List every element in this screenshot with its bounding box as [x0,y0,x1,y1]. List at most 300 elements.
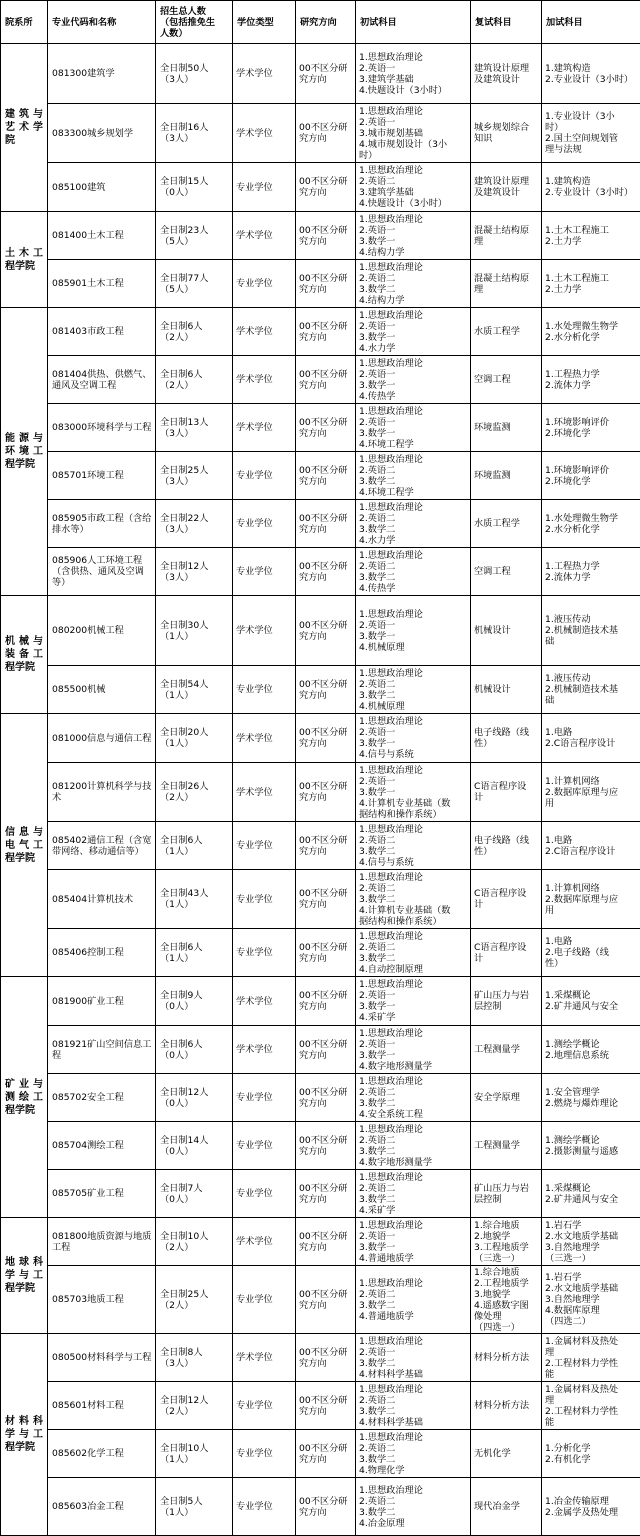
cell-line: 4.材料科学基础 [359,1417,467,1428]
enrollment-count [156,1074,233,1122]
initial-exam-subjects [356,763,471,822]
retest-subjects [471,104,542,163]
cell-line: 2.矿井通风与安全 [545,1194,637,1205]
table-row [1,929,640,977]
enrollment-count [156,666,233,714]
cell-line: 2.英语二 [359,835,467,846]
cell-line: 2.工程材料力学性 [545,1358,637,1369]
enrollment-count [156,548,233,596]
cell-line: 1.水处理微生物学 [545,321,637,332]
cell-line: 00不区分研 [299,1289,352,1300]
table-row [1,356,640,404]
table-row [1,452,640,500]
cell-line: 4.材料科学基础 [359,1369,467,1380]
cell-line: 计 [474,953,538,964]
cell-line: C语言程序设 [474,942,538,953]
cell-line: 3.数学一 [359,428,467,439]
header-additional: 加试科目 [542,1,640,44]
cell-line: 环境监测 [474,422,538,433]
initial-exam-subjects [356,404,471,452]
degree-type: 学术学位 [233,356,296,404]
retest-subjects [471,596,542,666]
cell-line: 城乡规划综合 [474,122,538,133]
cell-line: 4.水力学 [359,343,467,354]
cell-line: 00不区分研 [299,1231,352,1242]
major-cell: 085602化学工程 [48,1430,156,1478]
cell-line: 空调工程 [474,566,538,577]
degree-type: 专业学位 [233,1074,296,1122]
cell-line: 用 [545,905,637,916]
cell-line: 1.金属材料及热处 [545,1336,637,1347]
major-cell: 085703地质工程 [48,1266,156,1334]
research-direction [296,548,356,596]
table-row [1,1266,640,1334]
cell-line: 4.结构力学 [359,247,467,258]
cell-line: （0人） [160,187,229,198]
major-cell: 085906人工环境工程（含供热、通风及空调等） [48,548,156,596]
cell-line: 1.专业设计（3小 [545,111,637,122]
cell-line: 环境监测 [474,470,538,481]
research-direction [296,929,356,977]
enrollment-count [156,356,233,404]
additional-subjects [542,929,640,977]
cell-line: 3.建筑学基础 [359,74,467,85]
cell-line: （5人） [160,236,229,247]
cell-line: （1人） [160,631,229,642]
cell-line: 00不区分研 [299,465,352,476]
additional-subjects [542,1170,640,1218]
retest-subjects [471,1478,542,1536]
cell-line: 据结构和操作系统） [359,809,467,820]
research-direction [296,1170,356,1218]
cell-line: （2人） [160,1242,229,1253]
cell-line: 2.英语二 [359,465,467,476]
college-name: 机械与装备工程学院 [1,596,48,714]
cell-line: 00不区分研 [299,561,352,572]
cell-line: （0人） [160,1194,229,1205]
cell-line: 1.思想政治理论 [359,550,467,561]
enrollment-count [156,500,233,548]
cell-line: 究方向 [299,1454,352,1465]
initial-exam-subjects [356,356,471,404]
major-cell: 081400土木工程 [48,212,156,260]
cell-line: 1.思想政治理论 [359,214,467,225]
cell-line: 计 [474,899,538,910]
cell-line: 3.数学一 [359,1001,467,1012]
research-direction [296,1074,356,1122]
retest-subjects [471,929,542,977]
cell-line: 3.数学一 [359,236,467,247]
cell-line: 00不区分研 [299,942,352,953]
cell-line: 2.英语二 [359,1289,467,1300]
cell-line: 2.土力学 [545,284,637,295]
cell-line: 2.英语二 [359,942,467,953]
cell-line: 1.思想政治理论 [359,824,467,835]
cell-line: 3.数学二 [359,846,467,857]
additional-subjects [542,452,640,500]
table-row [1,1122,640,1170]
research-direction [296,356,356,404]
cell-line: 混凝土结构原 [474,273,538,284]
cell-line: 理 [474,284,538,295]
cell-line: （1人） [160,1454,229,1465]
cell-line: 4.计算机专业基础（数 [359,798,467,809]
enrollment-count [156,1334,233,1382]
cell-line: 究方向 [299,284,352,295]
header-major: 专业代码和名称 [48,1,156,44]
cell-line: 1.液压传动 [545,673,637,684]
cell-line: 2.英语二 [359,1087,467,1098]
degree-type: 学术学位 [233,977,296,1026]
cell-line: （2人） [160,1300,229,1311]
initial-exam-subjects [356,260,471,308]
cell-line: 2.流体力学 [545,380,637,391]
major-cell: 085500机械 [48,666,156,714]
cell-line: （3人） [160,428,229,439]
cell-line: 理 [474,236,538,247]
additional-subjects [542,404,640,452]
cell-line: 全日制7人 [160,1183,229,1194]
additional-subjects [542,822,640,870]
cell-line: （0人） [160,1001,229,1012]
degree-type: 专业学位 [233,1478,296,1536]
cell-line: 3.数学二 [359,1146,467,1157]
retest-subjects [471,714,542,763]
major-cell: 085404计算机技术 [48,870,156,929]
cell-line: 2.英语二 [359,561,467,572]
degree-type: 学术学位 [233,212,296,260]
cell-line: 2.地貌学 [474,1231,538,1242]
cell-line: 1.思想政治理论 [359,931,467,942]
cell-line: 1.建筑构造 [545,176,637,187]
degree-type: 专业学位 [233,1170,296,1218]
initial-exam-subjects [356,104,471,163]
cell-line: 4.普通地质学 [359,1253,467,1264]
enrollment-count [156,1266,233,1334]
initial-exam-subjects [356,1122,471,1170]
table-row [1,1334,640,1382]
cell-line: 2.英语一 [359,1039,467,1050]
cell-line: 3.数学一 [359,738,467,749]
cell-line: 2.地理信息系统 [545,1050,637,1061]
cell-line: 机械设计 [474,684,538,695]
initial-exam-subjects [356,1218,471,1266]
table-row [1,1218,640,1266]
cell-line: 究方向 [299,1358,352,1369]
cell-line: 00不区分研 [299,176,352,187]
cell-line: 3.数学二 [359,1406,467,1417]
cell-line: 空调工程 [474,374,538,385]
additional-subjects [542,104,640,163]
cell-line: （3人） [160,572,229,583]
cell-line: 1.思想政治理论 [359,1432,467,1443]
major-cell: 083300城乡规划学 [48,104,156,163]
degree-type: 专业学位 [233,822,296,870]
major-cell: 085603冶金工程 [48,1478,156,1536]
header-count: 招生总人数 （包括推免生 人数） [156,1,233,44]
major-cell: 085100建筑 [48,163,156,212]
cell-line: 1.思想政治理论 [359,1124,467,1135]
initial-exam-subjects [356,500,471,548]
major-cell: 081900矿业工程 [48,977,156,1026]
cell-line: 4.传热学 [359,391,467,402]
additional-subjects [542,1122,640,1170]
cell-line: 混凝土结构原 [474,225,538,236]
cell-line: 3.数学一 [359,380,467,391]
additional-subjects [542,44,640,104]
cell-line: 4.结构力学 [359,295,467,306]
cell-line: 究方向 [299,1001,352,1012]
cell-line: 全日制54人 [160,679,229,690]
table-row [1,1026,640,1074]
cell-line: 1.电路 [545,727,637,738]
cell-line: 00不区分研 [299,990,352,1001]
cell-line: 2.摄影测量与遥感 [545,1146,637,1157]
retest-subjects [471,452,542,500]
cell-line: 2.英语二 [359,883,467,894]
enrollment-count [156,822,233,870]
retest-subjects [471,1334,542,1382]
cell-line: 无机化学 [474,1448,538,1459]
header-retest: 复试科目 [471,1,542,44]
degree-type: 专业学位 [233,666,296,714]
research-direction [296,596,356,666]
degree-type: 学术学位 [233,1218,296,1266]
cell-line: 2.英语一 [359,117,467,128]
cell-line: 2.机械制造技术基 [545,684,637,695]
cell-line: 安全学原理 [474,1092,538,1103]
cell-line: 3.数学一 [359,787,467,798]
cell-line: 4.城市规划设计（3小 [359,139,467,150]
cell-line: （3人） [160,1358,229,1369]
research-direction [296,714,356,763]
retest-subjects [471,163,542,212]
enrollment-count [156,1478,233,1536]
cell-line: 建筑设计原理 [474,176,538,187]
degree-type: 学术学位 [233,1334,296,1382]
cell-line: 全日制5人 [160,1496,229,1507]
cell-line: 1.思想政治理论 [359,406,467,417]
initial-exam-subjects [356,822,471,870]
cell-line: 4.机械原理 [359,642,467,653]
cell-line: 2.工程地质学 [474,1278,538,1289]
degree-type: 专业学位 [233,548,296,596]
initial-exam-subjects [356,1266,471,1334]
cell-line: 2.英语二 [359,1395,467,1406]
cell-line: 像处理 [474,1311,538,1322]
cell-line: 4.数据库原理 [545,1305,637,1316]
retest-subjects [471,763,542,822]
cell-line: 00不区分研 [299,620,352,631]
cell-line: 理与法规 [545,144,637,155]
cell-line: 1.思想政治理论 [359,1028,467,1039]
enrollment-count [156,308,233,356]
cell-line: 究方向 [299,1050,352,1061]
retest-subjects [471,356,542,404]
cell-line: 2.英语二 [359,1443,467,1454]
cell-line: （1人） [160,846,229,857]
cell-line: 2.数据库原理与应 [545,894,637,905]
cell-line: 能 [545,1417,637,1428]
cell-line: 1.测绘学概论 [545,1039,637,1050]
cell-line: 3.数学二 [359,894,467,905]
cell-line: 究方向 [299,1242,352,1253]
cell-line: 1.思想政治理论 [359,668,467,679]
cell-line: 1.思想政治理论 [359,1076,467,1087]
cell-line: 2.矿井通风与安全 [545,1001,637,1012]
cell-line: （3人） [160,476,229,487]
cell-line: 2.水文地质学基础 [545,1283,637,1294]
initial-exam-subjects [356,1334,471,1382]
cell-line: 性） [474,738,538,749]
initial-exam-subjects [356,1170,471,1218]
cell-line: 4.普通地质学 [359,1311,467,1322]
cell-line: 全日制9人 [160,990,229,1001]
cell-line: 2.水分析化学 [545,332,637,343]
cell-line: 3.数学一 [359,1242,467,1253]
cell-line: 全日制12人 [160,561,229,572]
cell-line: 3.自然地理学 [545,1294,637,1305]
initial-exam-subjects [356,666,471,714]
college-name: 信息与电气工程学院 [1,714,48,977]
cell-line: 1.思想政治理论 [359,502,467,513]
cell-line: 2.数据库原理与应 [545,787,637,798]
cell-line: 4.机械原理 [359,701,467,712]
cell-line: 1.思想政治理论 [359,1384,467,1395]
cell-line: 4.计算机专业基础（数 [359,905,467,916]
initial-exam-subjects [356,1478,471,1536]
cell-line: 2.电子线路（线 [545,947,637,958]
additional-subjects [542,548,640,596]
cell-line: 2.英语二 [359,679,467,690]
cell-line: 究方向 [299,74,352,85]
enrollment-count [156,1218,233,1266]
cell-line: 00不区分研 [299,369,352,380]
cell-line: 2.机械制造技术基 [545,625,637,636]
research-direction [296,1122,356,1170]
cell-line: 1.电路 [545,936,637,947]
degree-type: 学术学位 [233,763,296,822]
cell-line: 2.英语一 [359,776,467,787]
table-row [1,822,640,870]
table-row [1,1430,640,1478]
initial-exam-subjects [356,1430,471,1478]
cell-line: 1.思想政治理论 [359,872,467,883]
initial-exam-subjects [356,870,471,929]
cell-line: 00不区分研 [299,513,352,524]
additional-subjects [542,212,640,260]
cell-line: 全日制6人 [160,321,229,332]
cell-line: 1.思想政治理论 [359,1485,467,1496]
initial-exam-subjects [356,163,471,212]
college-name: 地球科学与工程学院 [1,1218,48,1334]
cell-line: 材料分析方法 [474,1400,538,1411]
degree-type: 学术学位 [233,1026,296,1074]
research-direction [296,870,356,929]
cell-line: 00不区分研 [299,727,352,738]
cell-line: 2.英语二 [359,273,467,284]
cell-line: 1.思想政治理论 [359,262,467,273]
cell-line: 1.思想政治理论 [359,765,467,776]
major-cell: 081404供热、供燃气、通风及空调工程 [48,356,156,404]
cell-line: 1.金属材料及热处 [545,1384,637,1395]
table-row [1,596,640,666]
table-row [1,163,640,212]
cell-line: 1.液压传动 [545,614,637,625]
cell-line: 1.计算机网络 [545,883,637,894]
initial-exam-subjects [356,1026,471,1074]
cell-line: 究方向 [299,846,352,857]
cell-line: （0人） [160,1098,229,1109]
degree-type: 学术学位 [233,104,296,163]
cell-line: 1.综合地质 [474,1267,538,1278]
cell-line: 性） [474,846,538,857]
cell-line: 3.建筑学基础 [359,187,467,198]
cell-line: 00不区分研 [299,679,352,690]
major-cell: 081403市政工程 [48,308,156,356]
retest-subjects [471,822,542,870]
cell-line: 2.英语二 [359,1183,467,1194]
degree-type: 专业学位 [233,1266,296,1334]
research-direction [296,1430,356,1478]
cell-line: 现代冶金学 [474,1501,538,1512]
additional-subjects [542,1266,640,1334]
cell-line: 究方向 [299,187,352,198]
major-cell: 081921矿山空间信息工程 [48,1026,156,1074]
major-cell: 081000信息与通信工程 [48,714,156,763]
cell-line: 全日制13人 [160,417,229,428]
cell-line: 全日制6人 [160,1039,229,1050]
cell-line: 究方向 [299,631,352,642]
cell-line: 3.工程地质学 [474,1242,538,1253]
cell-line: C语言程序设 [474,888,538,899]
retest-subjects [471,260,542,308]
cell-line: 2.国土空间规划管 [545,133,637,144]
cell-line: 全日制6人 [160,835,229,846]
major-cell: 081800地质资源与地质工程 [48,1218,156,1266]
cell-line: 4.环境工程学 [359,487,467,498]
cell-line: 1.思想政治理论 [359,310,467,321]
cell-line: 究方向 [299,380,352,391]
degree-type: 专业学位 [233,1430,296,1478]
retest-subjects [471,977,542,1026]
degree-type: 专业学位 [233,260,296,308]
cell-line: 3.数学二 [359,690,467,701]
enrollment-count [156,163,233,212]
cell-line: 究方向 [299,738,352,749]
cell-line: 1.思想政治理论 [359,1172,467,1183]
initial-exam-subjects [356,1382,471,1430]
retest-subjects [471,500,542,548]
cell-line: 4.数字地形测量学 [359,1157,467,1168]
cell-line: 矿山压力与岩 [474,1183,538,1194]
college-name: 建筑与艺术学院 [1,44,48,212]
enrollment-count [156,763,233,822]
cell-line: 3.自然地理学 [545,1242,637,1253]
enrollment-count [156,1170,233,1218]
cell-line: 1.采煤概论 [545,990,637,1001]
cell-line: 究方向 [299,236,352,247]
degree-type: 专业学位 [233,163,296,212]
cell-line: （四选一） [474,1322,538,1333]
cell-line: 1.思想政治理论 [359,716,467,727]
cell-line: 4.自动控制原理 [359,964,467,975]
cell-line: 00不区分研 [299,1347,352,1358]
cell-line: 究方向 [299,1194,352,1205]
additional-subjects [542,260,640,308]
cell-line: 3.地貌学 [474,1289,538,1300]
initial-exam-subjects [356,596,471,666]
